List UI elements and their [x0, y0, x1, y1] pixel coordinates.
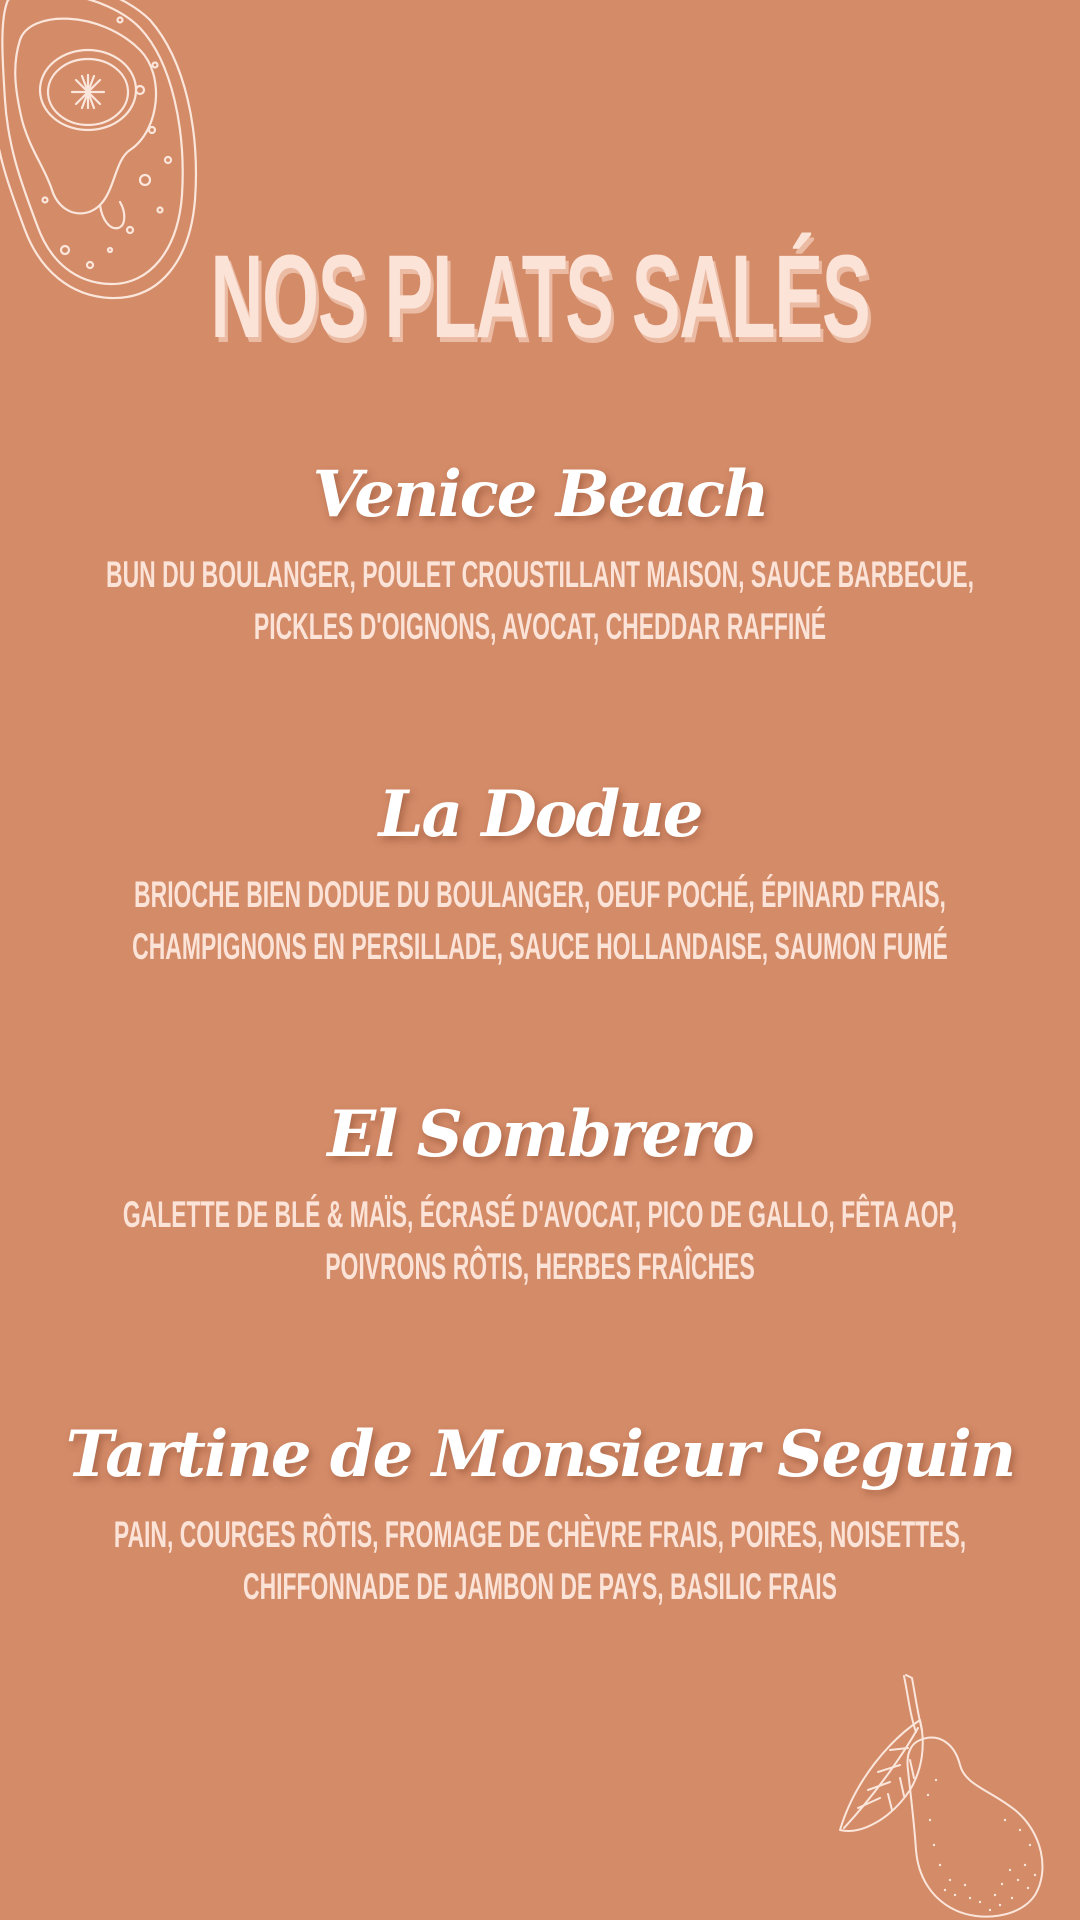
dish-description-line: GALETTE DE BLÉ & MAÏS, ÉCRASÉ D'AVOCAT, PICO DE GALLO, FÊTA AOP,	[122, 1194, 958, 1235]
dish-description-line: BUN DU BOULANGER, POULET CROUSTILLANT MAISON, SAUCE BARBECUE,	[106, 554, 974, 595]
dish-name: El Sombrero	[327, 1097, 753, 1172]
pear-illustration-icon	[830, 1670, 1060, 1920]
dish-description-line: POIVRONS RÔTIS, HERBES FRAÎCHES	[325, 1246, 755, 1287]
egg-toast-illustration-icon	[0, 0, 210, 310]
dish-description	[106, 549, 974, 653]
dish-description	[106, 1509, 974, 1613]
menu-item	[0, 775, 1080, 973]
dish-description	[106, 1189, 974, 1293]
dish-description-line: BRIOCHE BIEN DODUE DU BOULANGER, OEUF POCHÉ, ÉPINARD FRAIS,	[134, 874, 946, 915]
dish-description-line: CHAMPIGNONS EN PERSILLADE, SAUCE HOLLANDAISE, SAUMON FUMÉ	[132, 926, 948, 967]
menu-item	[0, 455, 1080, 653]
dish-description	[106, 869, 974, 973]
dish-name: La Dodue	[378, 777, 702, 852]
menu-item	[0, 1095, 1080, 1293]
dish-description-line: CHIFFONNADE DE JAMBON DE PAYS, BASILIC FRAIS	[243, 1566, 837, 1607]
dish-description-line: PAIN, COURGES RÔTIS, FROMAGE DE CHÈVRE FRAIS, POIRES, NOISETTES,	[113, 1514, 967, 1555]
menu-item	[0, 1415, 1080, 1613]
dish-description-line: PICKLES D'OIGNONS, AVOCAT, CHEDDAR RAFFINÉ	[253, 606, 827, 647]
dish-name: Tartine de Monsieur Seguin	[65, 1417, 1015, 1492]
page-title: NOS PLATS SALÉS	[210, 231, 870, 363]
dish-name: Venice Beach	[312, 457, 768, 532]
